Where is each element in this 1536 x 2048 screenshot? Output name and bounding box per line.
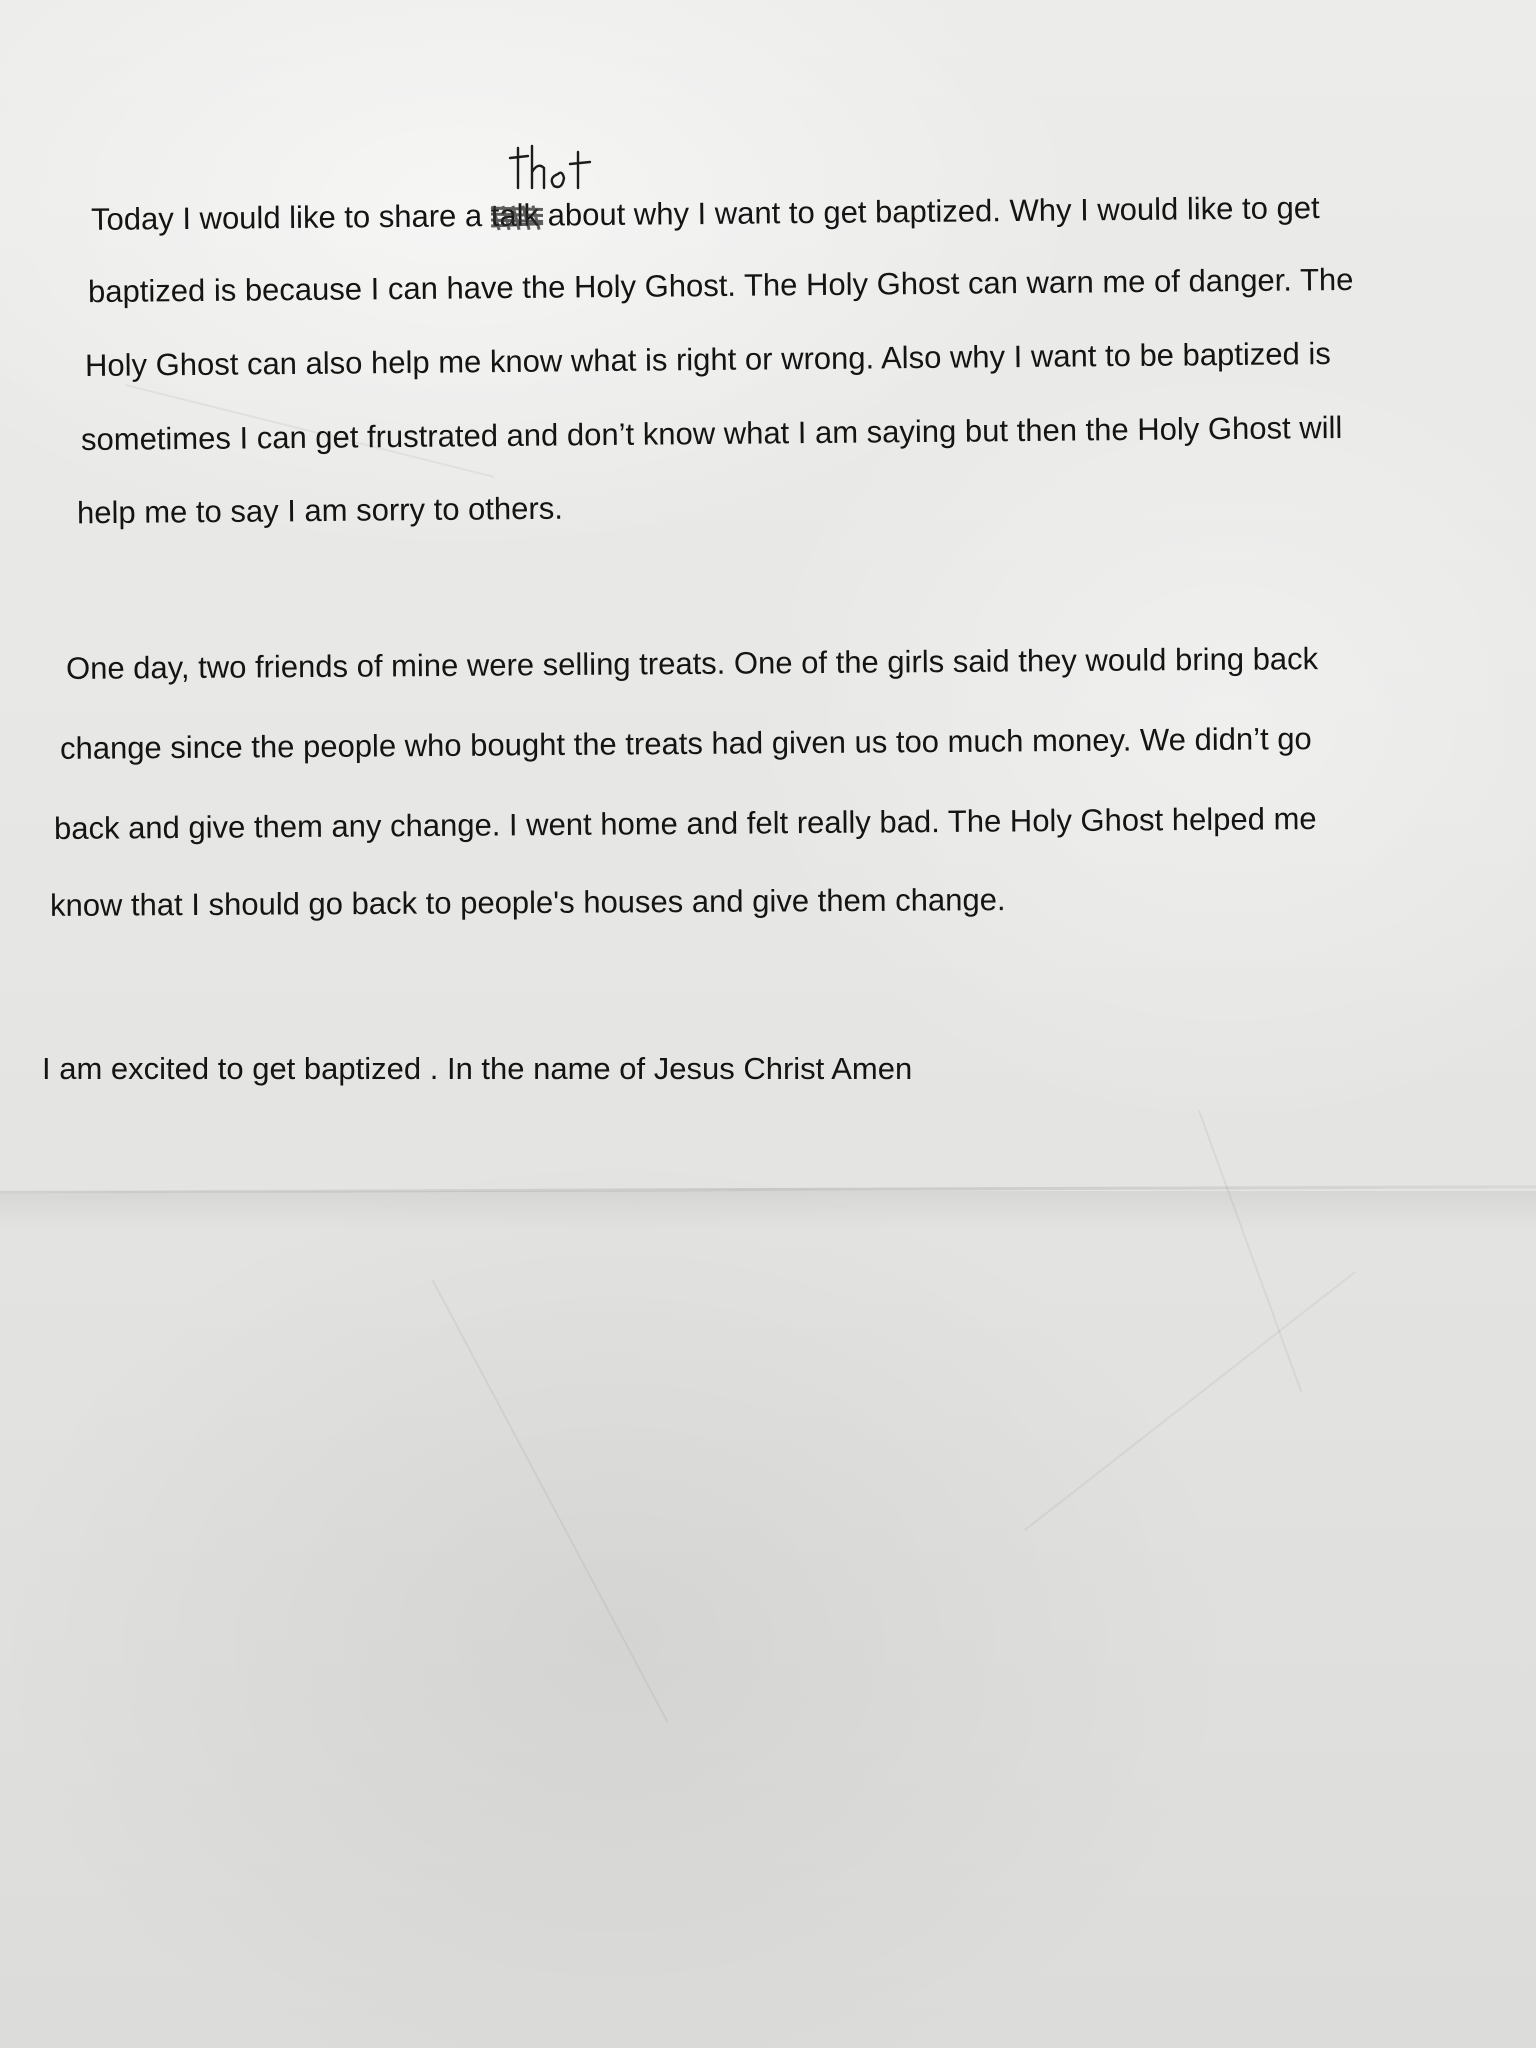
paragraph-2-line-3: back and give them any change. I went home and felt really bad. The Holy Ghost helped me bbox=[53, 801, 1317, 846]
struck-word bbox=[490, 197, 540, 234]
paragraph-1-line-4: sometimes I can get frustrated and don’t know what I am saying but then the Holy Ghost will bbox=[80, 409, 1343, 458]
paper-wrinkle bbox=[1198, 1110, 1302, 1393]
paragraph-1-line-1 bbox=[91, 192, 1320, 235]
handwritten-correction-text bbox=[508, 142, 510, 143]
text-segment: Today I would like to share a bbox=[90, 198, 491, 237]
paragraph-1-line-2: baptized is because I can have the Holy Ghost. The Holy Ghost can warn me of danger. The bbox=[87, 261, 1354, 310]
handwritten-correction bbox=[508, 140, 598, 200]
paragraph-2-line-4: know that I should go back to people's houses and give them change. bbox=[49, 882, 1006, 923]
fold-shadow bbox=[0, 1191, 1536, 1231]
paragraph-1-line-3: Holy Ghost can also help me know what is right or wrong. Also why I want to be baptized is bbox=[84, 336, 1331, 383]
struck-word-text: talk bbox=[490, 197, 540, 234]
paragraph-2-line-1: One day, two friends of mine were selling treats. One of the girls said they would bring back bbox=[65, 641, 1319, 686]
paper-wrinkle bbox=[432, 1280, 669, 1722]
paragraph-3-line-1: I am excited to get baptized . In the name of Jesus Christ Amen bbox=[42, 1051, 913, 1086]
scribble-mark bbox=[489, 202, 545, 233]
text-segment: about why I want to get baptized. Why I would like to get bbox=[538, 190, 1320, 233]
paper-wrinkle bbox=[1024, 1271, 1356, 1531]
paragraph-1-line-5: help me to say I am sorry to others. bbox=[76, 490, 564, 531]
paragraph-2-line-2: change since the people who bought the treats had given us too much money. We didn’t go bbox=[59, 721, 1312, 766]
